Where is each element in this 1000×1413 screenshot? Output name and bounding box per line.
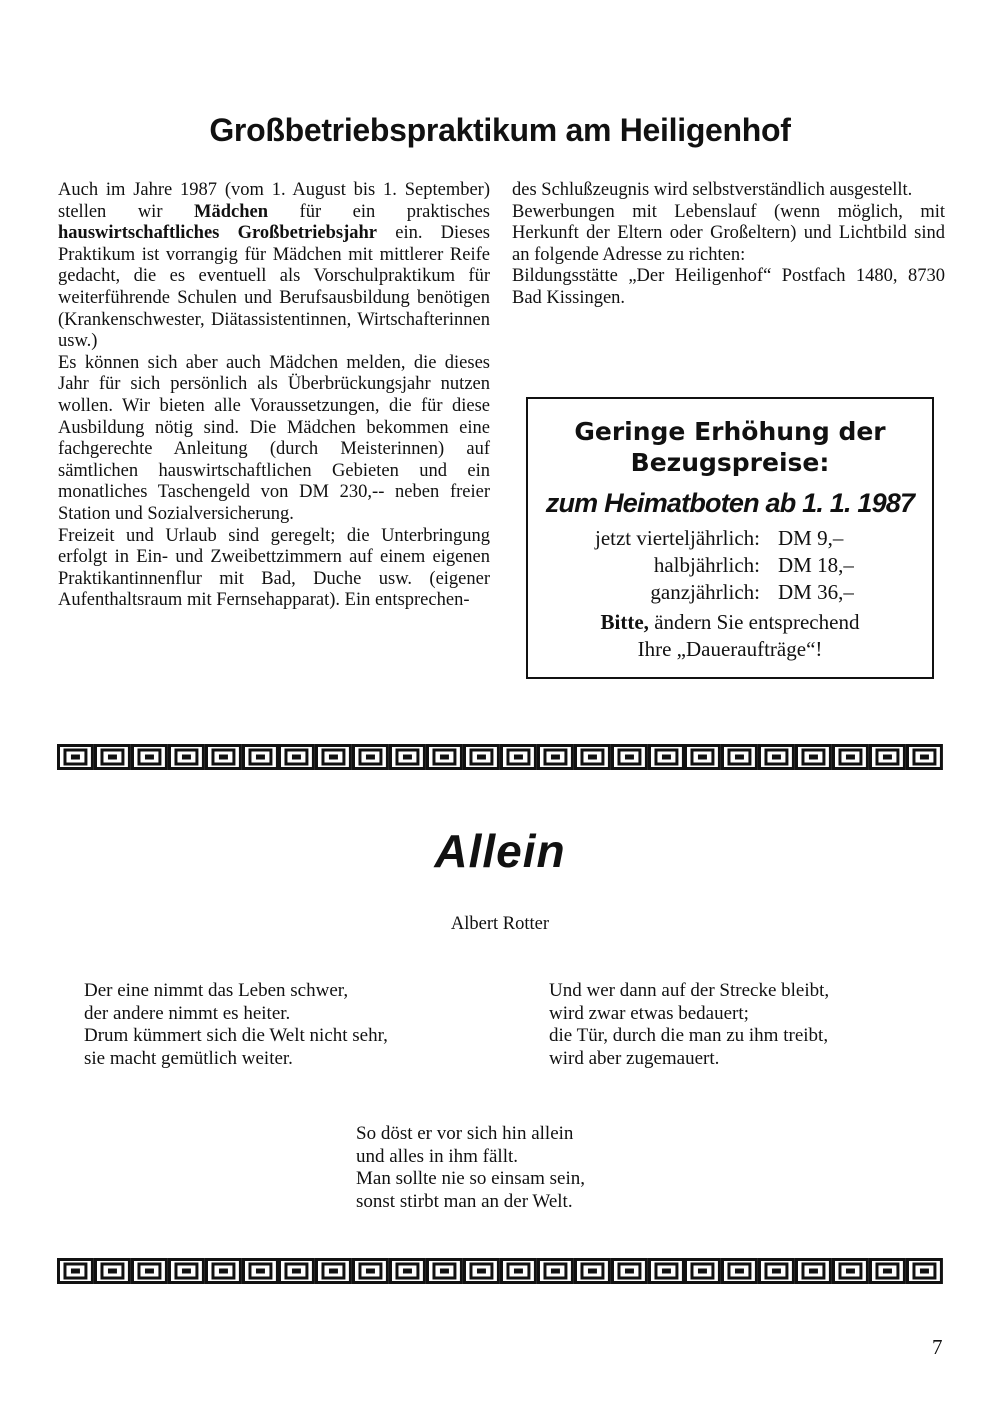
border-square-ornament [684,744,721,770]
border-square-ornament [574,1258,611,1284]
border-square-ornament [906,744,943,770]
poem-stanza-1 [84,980,388,1070]
border-square-ornament [500,1258,537,1284]
border-square-ornament [389,744,426,770]
border-square-ornament [537,1258,574,1284]
poem-line: sie macht gemütlich weiter. [84,1047,293,1069]
poem-author: Albert Rotter [450,914,550,934]
article-title: Großbetriebspraktikum am Heiligenhof [209,112,791,148]
poem-line: wird aber zugemauert. [549,1047,720,1069]
border-square-ornament [648,744,685,770]
poem-line: Der eine nimmt das Leben schwer, [84,980,349,1001]
border-square-ornament [426,744,463,770]
price-notice-box [526,397,934,679]
decorative-border-bottom [57,1258,943,1284]
price-list [528,525,932,606]
poem-line: und alles in ihm fällt. [356,1145,519,1167]
article-paragraph-6: Bildungsstätte „Der Heiligenhof“ Postfach 1480, 8730 Bad Kissingen. [512,266,945,308]
poem-line: der andere nimmt es heiter. [84,1002,291,1024]
poem-line: Drum kümmert sich die Welt nicht sehr, [84,1025,388,1046]
poem-line: Und wer dann auf der Strecke bleibt, [549,980,830,1001]
article-column-right [512,180,945,310]
border-square-ornament [57,744,94,770]
article-paragraph-2: Es können sich aber auch Mädchen melden, die dieses Jahr für sich persönlich als Überbrückungsjahr nutzen wollen. Wir bieten alle Voraussetzungen, die für diese Ausbildung nötig sind. Die Mädchen bekommen eine fachgerechte Anleitung (durch Meisterinnen) auf sämtlichen hauswirtschaftlichen Gebieten und ein monatliches Taschengeld von DM 230,-- neben freier Station und Sozialversicherung. [58,352,490,524]
border-square-ornament [500,744,537,770]
notice-heading: Geringe Erhöhung der Bezugspreise: [574,417,886,477]
border-square-ornament [389,1258,426,1284]
border-square-ornament [131,744,168,770]
border-square-ornament [721,744,758,770]
bold-text-grossbetriebsjahr: hauswirtschaftliches Großbetriebsjahr [58,223,378,244]
border-square-ornament [832,1258,869,1284]
border-square-ornament [205,1258,242,1284]
poem-line: wird zwar etwas bedauert; [549,1002,749,1024]
border-square-ornament [278,744,315,770]
border-square-ornament [758,1258,795,1284]
border-square-ornament [315,1258,352,1284]
border-square-ornament [537,744,574,770]
border-square-ornament [278,1258,315,1284]
border-square-ornament [242,1258,279,1284]
article-paragraph-3: Freizeit und Urlaub sind geregelt; die Unterbringung erfolgt in Ein- und Zweibettzimmern auf einem eigenen Praktikantinnenflur mit Bad, Duche usw. (eigener Aufenthaltsraum mit Fernsehapparat). Ein entsprechen- [58,525,490,611]
notice-footer: Bitte, ändern Sie entsprechend Ihre „Daueraufträge“! [600,610,860,661]
poem-line: Man sollte nie so einsam sein, [356,1168,586,1189]
price-row: halbjährlich: DM 18,– [653,553,854,577]
border-square-ornament [832,744,869,770]
poem-line: die Tür, durch die man zu ihm treibt, [549,1025,829,1046]
border-square-ornament [463,1258,500,1284]
price-row: ganzjährlich: DM 36,– [650,580,854,604]
border-square-ornament [463,744,500,770]
article-paragraph-5: Bewerbungen mit Lebenslauf (wenn möglich, mit Herkunft der Eltern oder Großeltern) und Lichtbild sind an folgende Adresse zu richten: [512,201,945,265]
bold-text-maedchen: Mädchen [194,201,269,222]
poem-stanza-3 [356,1123,585,1213]
border-square-ornament [869,744,906,770]
border-square-ornament [352,1258,389,1284]
border-square-ornament [94,744,131,770]
border-square-ornament [758,744,795,770]
border-square-ornament [168,744,205,770]
border-square-ornament [611,1258,648,1284]
border-square-ornament [315,744,352,770]
border-square-ornament [426,1258,463,1284]
poem-line: sonst stirbt man an der Welt. [356,1190,573,1212]
poem-stanza-2 [549,980,829,1070]
page-number: 7 [932,1335,943,1359]
border-square-ornament [684,1258,721,1284]
border-square-ornament [168,1258,205,1284]
border-square-ornament [57,1258,94,1284]
decorative-border-top [57,744,943,770]
article-column-left [58,180,490,612]
border-square-ornament [906,1258,943,1284]
price-row: jetzt vierteljährlich: DM 9,– [594,526,844,550]
border-square-ornament [352,744,389,770]
border-square-ornament [242,744,279,770]
poem-title: Allein [434,825,566,877]
border-square-ornament [205,744,242,770]
border-square-ornament [574,744,611,770]
notice-subheading: zum Heimatboten ab 1. 1. 1987 [545,488,915,518]
border-square-ornament [721,1258,758,1284]
border-square-ornament [131,1258,168,1284]
border-square-ornament [94,1258,131,1284]
border-square-ornament [795,744,832,770]
border-square-ornament [648,1258,685,1284]
article-paragraph-4: des Schlußzeugnis wird selbstverständlich ausgestellt. [512,180,913,200]
border-square-ornament [795,1258,832,1284]
border-square-ornament [611,744,648,770]
border-square-ornament [869,1258,906,1284]
article-paragraph-1: Auch im Jahre 1987 (vom 1. August bis 1. September) stellen wir Mädchen für ein praktisches hauswirtschaftliches Großbetriebsjahr ein. Dieses Praktikum ist vorrangig für Mädchen mit mittlerer Reife gedacht, die es eventuell als Vorschulpraktikum für weiterführende Schulen und Berufsausbildung benötigen (Krankenschwester, Diätassistentinnen, Wirtschafterinnen usw.) [58,180,490,352]
poem-line: So döst er vor sich hin allein [356,1123,574,1144]
